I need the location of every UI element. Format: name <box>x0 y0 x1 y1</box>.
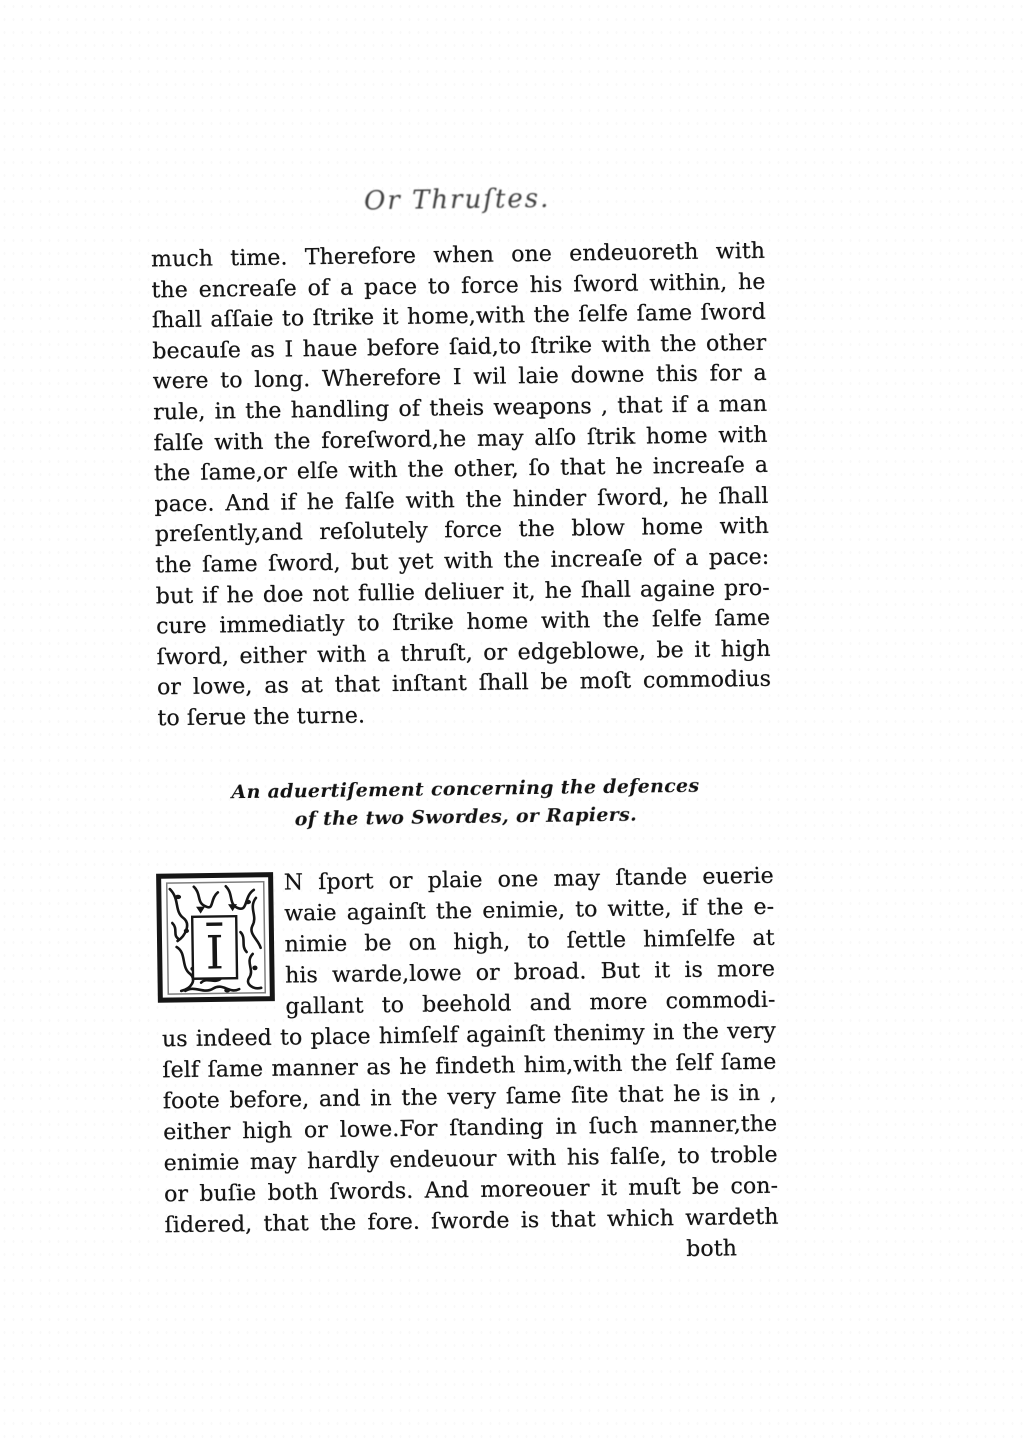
body-line: cure immediatly to ſtrike home with the ſelfe ſame <box>155 605 771 640</box>
body-line: the ſame ſword, but yet with the increaſe of a pace: <box>155 544 770 579</box>
catchword: both <box>685 1235 738 1262</box>
section-heading <box>158 770 773 835</box>
body-line: N ſport or plaie one may ſtande euerie <box>283 863 774 895</box>
body-line: nimie be on high, to ſettle himſelfe at <box>284 925 775 957</box>
text-block <box>150 181 779 1272</box>
body-line: his warde,lowe or broad. But it is more <box>284 956 776 988</box>
body-line: but if he doe not fullie deliuer it, he ſhall againe pro- <box>155 575 770 609</box>
body-line: becauſe as I haue before ſaid,to ſtrike with the other <box>152 330 767 365</box>
paragraph-2 <box>160 860 780 1272</box>
paragraph-1 <box>151 237 772 735</box>
body-line: pace. And if he falſe with the hinder ſword, he ſhall <box>154 483 769 518</box>
body-line: much time. Therefore when one endeuoreth with <box>150 238 766 273</box>
body-line: preſently,and reſolutely force the blow home with <box>154 514 769 548</box>
running-title: Or Thruſtes. <box>363 183 551 217</box>
body-line: waie againſt the enimie, to witte, if the e- <box>283 894 775 926</box>
woodcut-initial <box>156 871 276 1003</box>
woodcut-initial-ornament <box>156 871 276 1003</box>
drop-cap-letter: I <box>205 924 225 980</box>
body-line: gallant to beehold and more commodi- <box>285 987 776 1019</box>
section-heading-line: of the two Swordes, or Rapiers. <box>294 803 638 830</box>
body-line: the ſame,or elſe with the other, ſo that he increaſe a <box>153 452 769 487</box>
body-line: or lowe, as at that inſtant ſhall be moſt commodius <box>156 666 772 701</box>
body-line: the encreaſe of a pace to force his ſword within, he <box>151 269 766 303</box>
body-line: foote before, and in the very ſame ſite that he is in , <box>162 1080 777 1114</box>
body-line: us indeed to place himſelf againſt thenimy in the very <box>161 1018 777 1052</box>
body-line: enimie may hardly endeuour with his falſe, to troble <box>163 1142 778 1176</box>
body-line: ſelf ſame manner as he findeth him,with the ſelf ſame <box>162 1049 777 1083</box>
body-line: ſidered, that the fore. ſworde is that which wardeth <box>164 1204 779 1238</box>
body-line: to ſerue the turne. <box>157 703 366 732</box>
body-line: ſword, either with a thruſt, or edgeblowe, be it high <box>156 636 771 670</box>
body-line: rule, in the handling of theis weapons , that if a man <box>152 391 768 426</box>
body-line: were to long. Wherefore I wil laie downe this for a <box>152 361 767 395</box>
body-line: or buſie both ſwords. And moreouer it muſt be con- <box>163 1173 779 1207</box>
section-heading-line: An aduertiſement concerning the defences <box>231 774 700 803</box>
body-line: falſe with the foreſword,he may alſo ſtrik home with <box>153 422 768 456</box>
body-line: ſhall aſſaie to ſtrike it home,with the ſelfe ſame ſword <box>151 299 766 334</box>
body-line: either high or lowe.For ſtanding in ſuch manner,the <box>163 1111 778 1145</box>
